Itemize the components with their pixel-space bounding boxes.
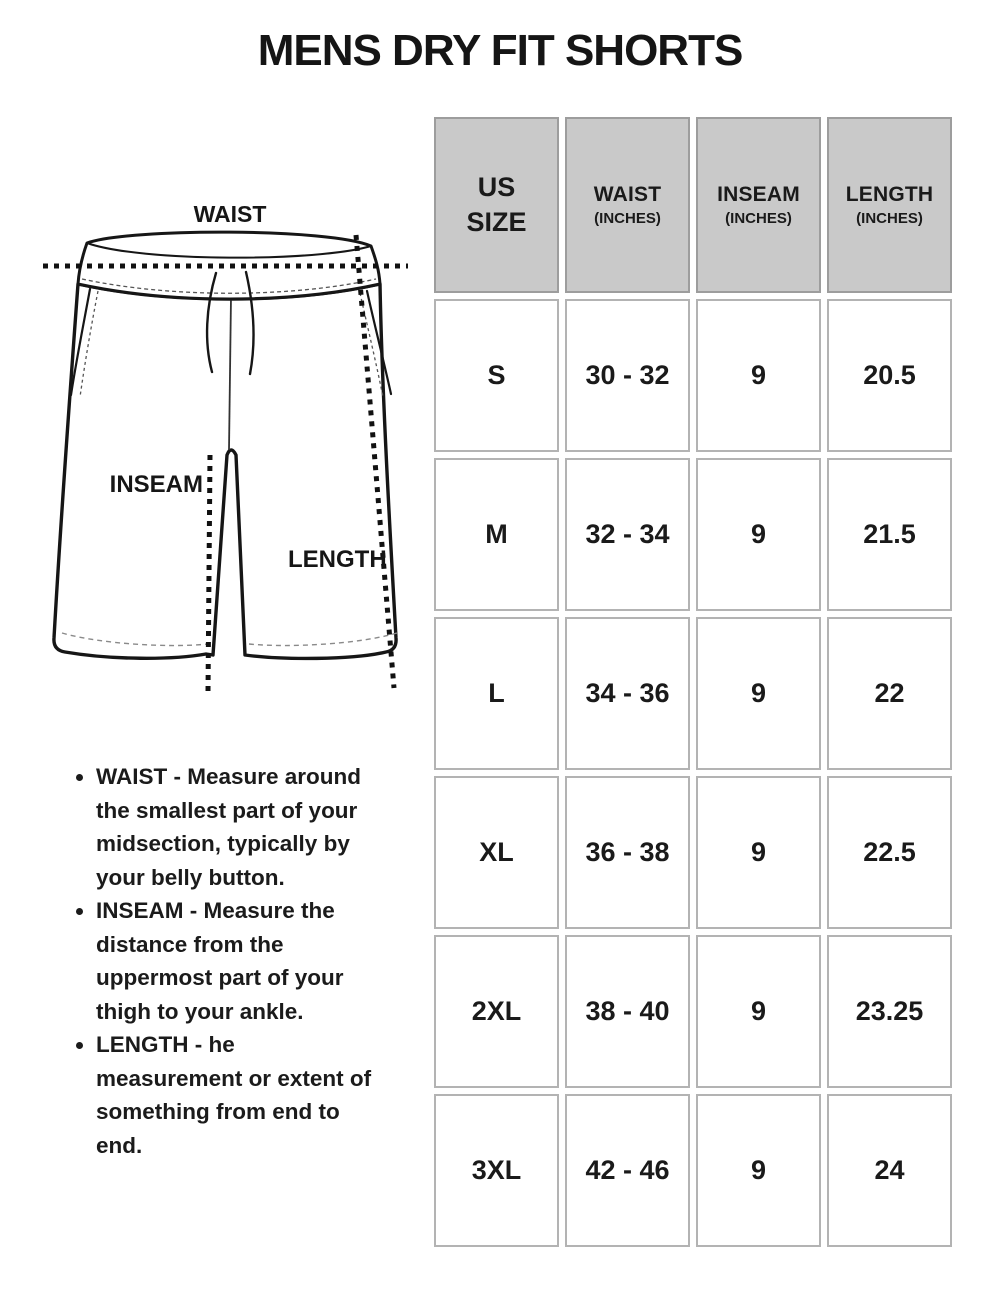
inseam-value: 9 — [750, 678, 767, 708]
column-header-unit: (INCHES) — [725, 210, 792, 227]
table-row-xl-size — [434, 776, 559, 929]
table-row-3xl-size — [434, 1094, 559, 1247]
waist-value: 32 - 34 — [585, 519, 670, 549]
table-row-l-size — [434, 617, 559, 770]
column-header-waist — [565, 117, 690, 293]
waist-label: WAIST — [193, 201, 267, 227]
size-value: 2XL — [471, 996, 522, 1026]
measurement-notes — [60, 760, 372, 1162]
table-row-s-size — [434, 299, 559, 452]
table-row-l-inseam — [696, 617, 821, 770]
length-label: LENGTH — [288, 546, 387, 573]
column-header-label: US SIZE — [466, 171, 527, 237]
table-row-s-waist — [565, 299, 690, 452]
table-row-m-length — [827, 458, 952, 611]
column-header-label: INSEAM — [717, 183, 800, 206]
waist-value: 38 - 40 — [585, 996, 670, 1026]
inseam-value: 9 — [750, 837, 767, 867]
table-row-xl-waist — [565, 776, 690, 929]
table-row-3xl-inseam — [696, 1094, 821, 1247]
table-row-xl-length — [827, 776, 952, 929]
table-row-m-inseam — [696, 458, 821, 611]
length-value: 22.5 — [863, 837, 916, 867]
size-value: 3XL — [471, 1155, 522, 1185]
table-row-m-size — [434, 458, 559, 611]
table-row-2xl-size — [434, 935, 559, 1088]
note-inseam: • INSEAM - Measure the distance from the uppermost part of your thigh to your ankle. — [96, 894, 372, 1028]
column-header-inseam — [696, 117, 821, 293]
shorts-measurement-diagram — [20, 192, 430, 707]
column-header-label: WAIST — [593, 183, 662, 206]
length-value: 24 — [874, 1155, 905, 1185]
note-waist: • WAIST - Measure around the smallest part of your midsection, typically by your belly button. — [96, 760, 372, 894]
size-chart-table — [434, 117, 952, 1247]
length-value: 23.25 — [855, 996, 924, 1026]
table-row-3xl-waist — [565, 1094, 690, 1247]
table-row-s-length — [827, 299, 952, 452]
length-value: 21.5 — [863, 519, 916, 549]
inseam-value: 9 — [750, 360, 767, 390]
page-title: MENS DRY FIT SHORTS — [257, 26, 743, 75]
waist-value: 36 - 38 — [585, 837, 670, 867]
column-header-unit: (INCHES) — [594, 210, 661, 227]
table-row-l-waist — [565, 617, 690, 770]
length-value: 22 — [874, 678, 905, 708]
column-header-length — [827, 117, 952, 293]
inseam-value: 9 — [750, 519, 767, 549]
size-value: XL — [479, 837, 514, 867]
waist-value: 42 - 46 — [585, 1155, 670, 1185]
column-header-unit: (INCHES) — [856, 210, 923, 227]
note-length: • LENGTH - he measurement or extent of something from end to end. — [96, 1028, 372, 1162]
inseam-value: 9 — [750, 1155, 767, 1185]
size-value: S — [487, 360, 506, 390]
column-header-label: LENGTH — [845, 183, 934, 206]
size-value: M — [485, 519, 508, 549]
table-row-l-length — [827, 617, 952, 770]
waist-value: 30 - 32 — [585, 360, 670, 390]
notes-list — [60, 760, 372, 1162]
shorts-illustration — [20, 192, 430, 707]
inseam-value: 9 — [750, 996, 767, 1026]
table-row-m-waist — [565, 458, 690, 611]
table-row-s-inseam — [696, 299, 821, 452]
table-row-2xl-waist — [565, 935, 690, 1088]
waist-value: 34 - 36 — [585, 678, 670, 708]
table-row-3xl-length — [827, 1094, 952, 1247]
inseam-label: INSEAM — [109, 471, 203, 498]
column-header-us-size — [434, 117, 559, 293]
table-row-xl-inseam — [696, 776, 821, 929]
table-row-2xl-length — [827, 935, 952, 1088]
table-row-2xl-inseam — [696, 935, 821, 1088]
shorts-body-outline — [54, 284, 396, 658]
length-value: 20.5 — [863, 360, 916, 390]
size-value: L — [488, 678, 505, 708]
